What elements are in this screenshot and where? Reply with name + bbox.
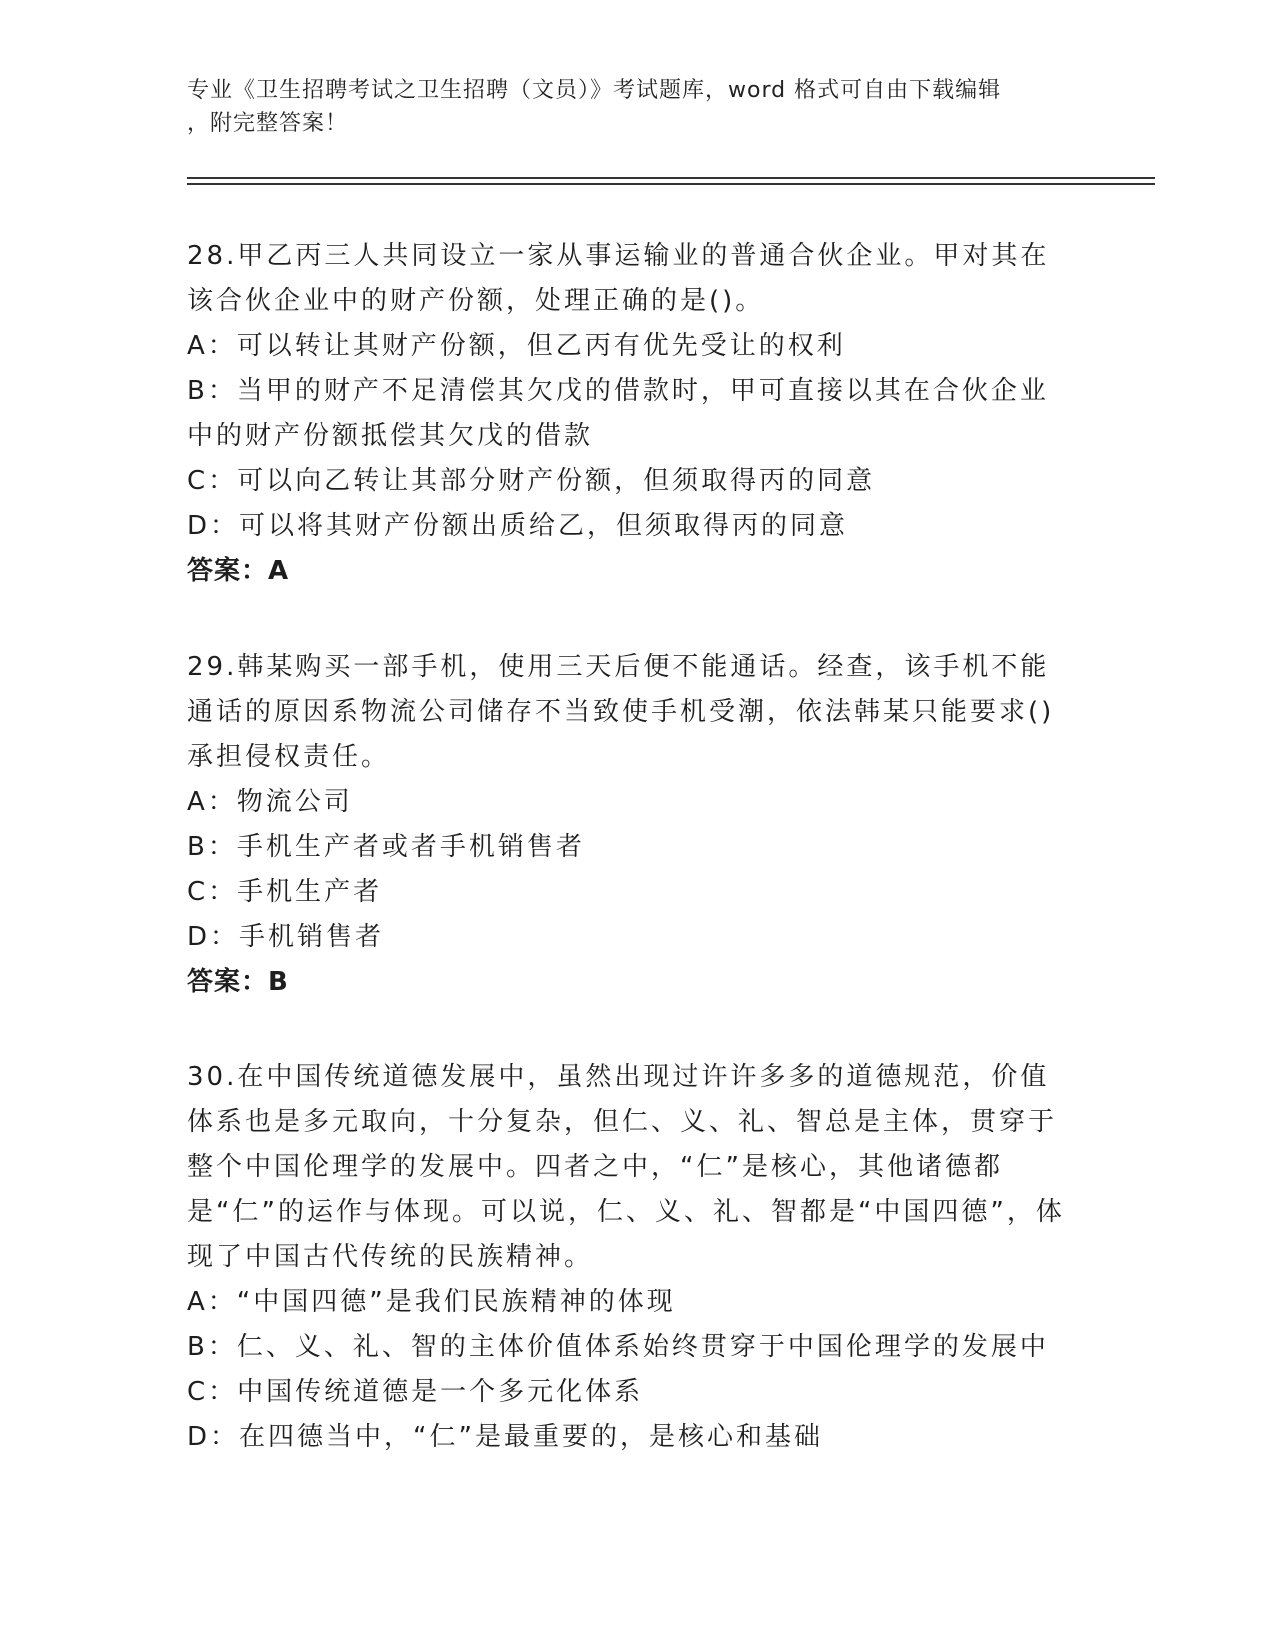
header-line-1: 专业《卫生招聘考试之卫生招聘（文员）》考试题库，word 格式可自由下载编辑 bbox=[187, 78, 1002, 103]
option-b: B：仁、义、礼、智的主体价值体系始终贯穿于中国伦理学的发展中 bbox=[187, 1332, 1049, 1362]
option-c: C：可以向乙转让其部分财产份额，但须取得丙的同意 bbox=[187, 466, 876, 496]
answer-label: 答案：A bbox=[187, 556, 290, 586]
option-a: A：可以转让其财产份额，但乙丙有优先受让的权利 bbox=[187, 331, 846, 361]
document-header bbox=[187, 74, 1087, 140]
option-d: D：可以将其财产份额出质给乙，但须取得丙的同意 bbox=[187, 511, 849, 541]
header-line-2: ，附完整答案！ bbox=[187, 111, 349, 136]
question-stem: 28.甲乙丙三人共同设立一家从事运输业的普通合伙企业。甲对其在该合伙企业中的财产份额，处理正确的是()。 bbox=[187, 241, 1050, 316]
option-d: D：在四德当中，“仁”是最重要的，是核心和基础 bbox=[187, 1422, 823, 1452]
header-divider-top bbox=[187, 177, 1155, 179]
question-29 bbox=[187, 645, 1077, 1005]
question-28 bbox=[187, 234, 1077, 594]
option-a: A：物流公司 bbox=[187, 787, 353, 817]
question-30 bbox=[187, 1055, 1077, 1460]
option-b: B：当甲的财产不足清偿其欠戊的借款时，甲可直接以其在合伙企业中的财产份额抵偿其欠戊的借款 bbox=[187, 376, 1049, 451]
question-stem: 29.韩某购买一部手机，使用三天后便不能通话。经查，该手机不能通话的原因系物流公司储存不当致使手机受潮，依法韩某只能要求()承担侵权责任。 bbox=[187, 652, 1055, 772]
option-d: D：手机销售者 bbox=[187, 922, 385, 952]
option-c: C：中国传统道德是一个多元化体系 bbox=[187, 1377, 644, 1407]
option-c: C：手机生产者 bbox=[187, 877, 383, 907]
option-b: B：手机生产者或者手机销售者 bbox=[187, 832, 585, 862]
question-stem: 30.在中国传统道德发展中，虽然出现过许许多多的道德规范，价值体系也是多元取向，十分复杂，但仁、义、礼、智总是主体，贯穿于整个中国伦理学的发展中。四者之中，“仁”是核心，其他诸德都是“仁”的运作与体现。可以说，仁、义、礼、智都是“中国四德”，体现了中国古代传统的民族精神。 bbox=[187, 1062, 1065, 1272]
answer-label: 答案：B bbox=[187, 967, 289, 997]
option-a: A：“中国四德”是我们民族精神的体现 bbox=[187, 1287, 676, 1317]
header-divider-bottom bbox=[187, 183, 1155, 185]
